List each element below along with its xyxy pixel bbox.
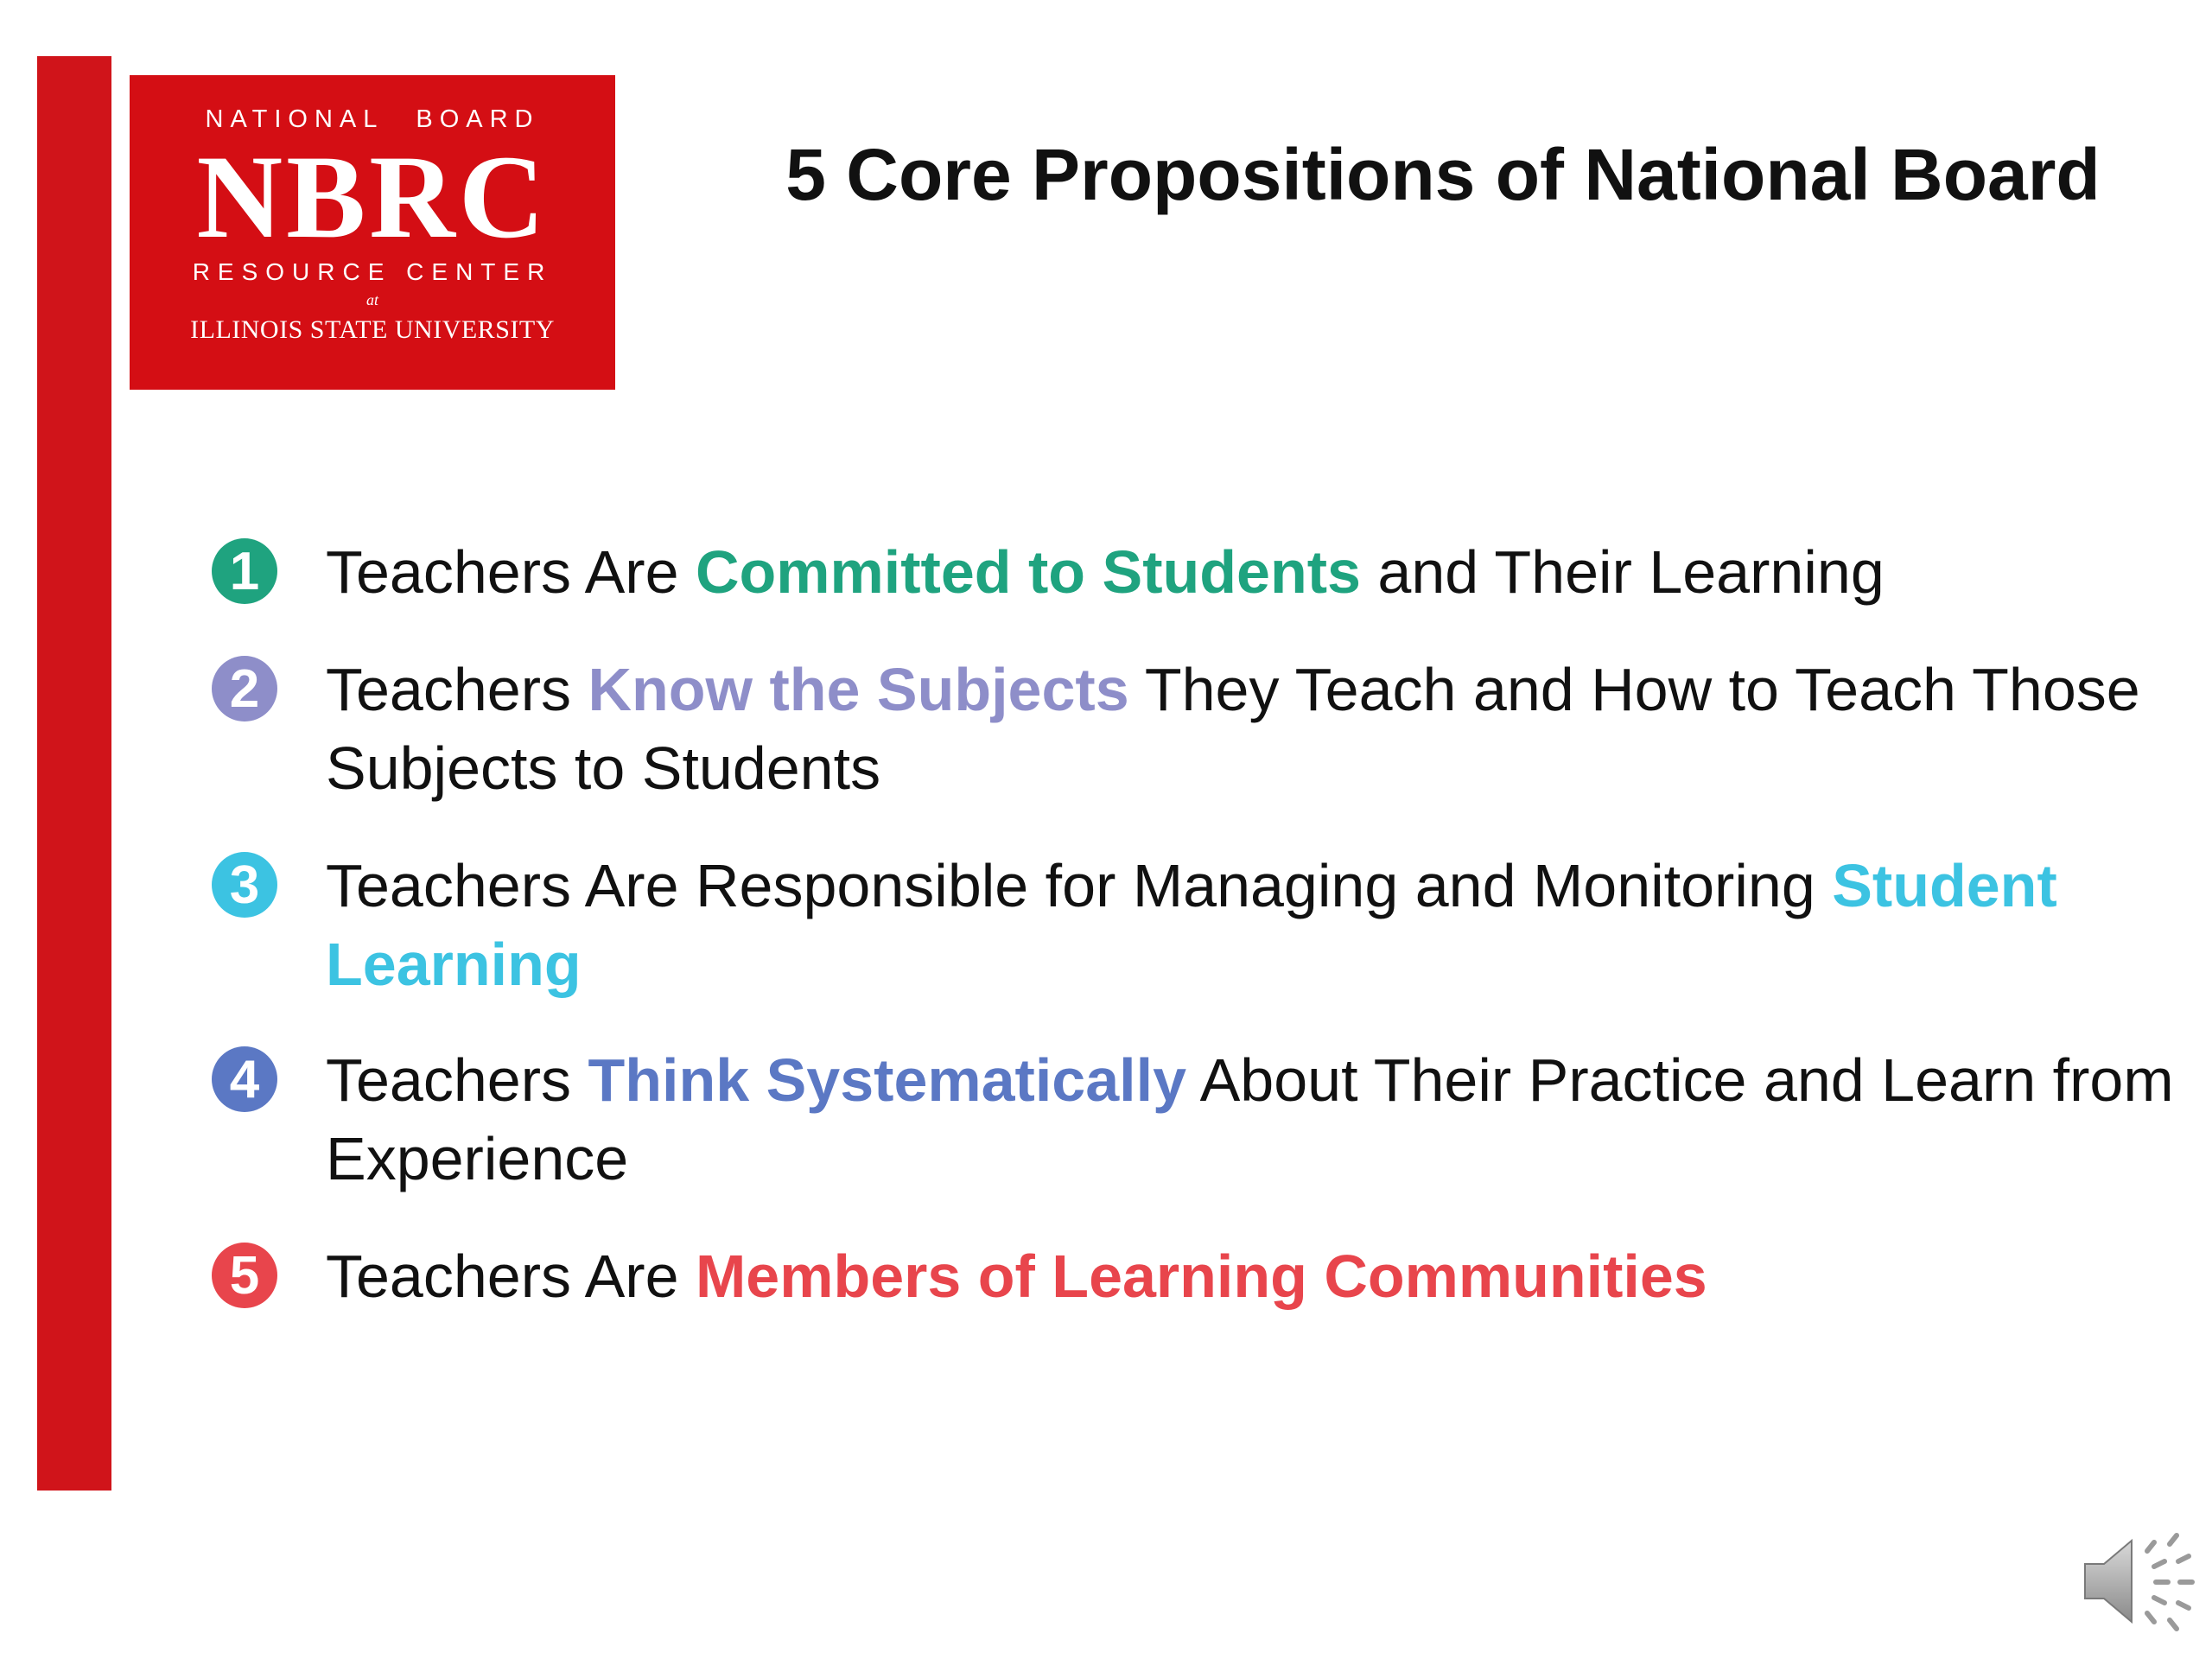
- number-5-icon: 5: [212, 1243, 277, 1308]
- number-3-icon: 3: [212, 852, 277, 918]
- number-4-icon: 4: [212, 1046, 277, 1112]
- nbrc-logo: [130, 75, 615, 390]
- proposition-prefix: Teachers: [326, 656, 588, 723]
- proposition-highlight: Know the Subjects: [588, 656, 1129, 723]
- speaker-icon[interactable]: [2078, 1525, 2199, 1637]
- red-accent-bar: [37, 56, 111, 1491]
- proposition-text: [326, 1041, 2190, 1198]
- logo-resource-center: RESOURCE CENTER: [192, 258, 553, 285]
- proposition-highlight: Members of Learning Communities: [696, 1243, 1707, 1310]
- slide-title: 5 Core Propositions of National Board: [785, 134, 2101, 215]
- proposition-prefix: Teachers Are: [326, 538, 696, 606]
- proposition-highlight: Think Systematically: [588, 1046, 1186, 1114]
- logo-national-board: NATIONAL BOARD: [205, 105, 540, 133]
- proposition-highlight: Student Learning: [326, 852, 2057, 998]
- logo-acronym: NBRC: [196, 130, 549, 263]
- number-2-icon: 2: [212, 656, 277, 721]
- proposition-prefix: Teachers Are Responsible for Managing and Monitoring: [326, 852, 1833, 919]
- number-1-icon: 1: [212, 538, 277, 604]
- proposition-suffix: and Their Learning: [1360, 538, 1885, 606]
- logo-university: ILLINOIS STATE UNIVERSITY: [190, 315, 555, 344]
- logo-at: at: [365, 291, 378, 308]
- proposition-text: [326, 1237, 2190, 1316]
- proposition-highlight: Committed to Students: [696, 538, 1361, 606]
- proposition-text: [326, 533, 2190, 612]
- proposition-text: [326, 651, 2190, 808]
- proposition-text: [326, 847, 2190, 1004]
- proposition-suffix: About Their Practice and Learn from Experience: [326, 1046, 2174, 1192]
- proposition-prefix: Teachers Are: [326, 1243, 696, 1310]
- proposition-suffix: They Teach and How to Teach Those Subjects to Students: [326, 656, 2140, 802]
- proposition-prefix: Teachers: [326, 1046, 588, 1114]
